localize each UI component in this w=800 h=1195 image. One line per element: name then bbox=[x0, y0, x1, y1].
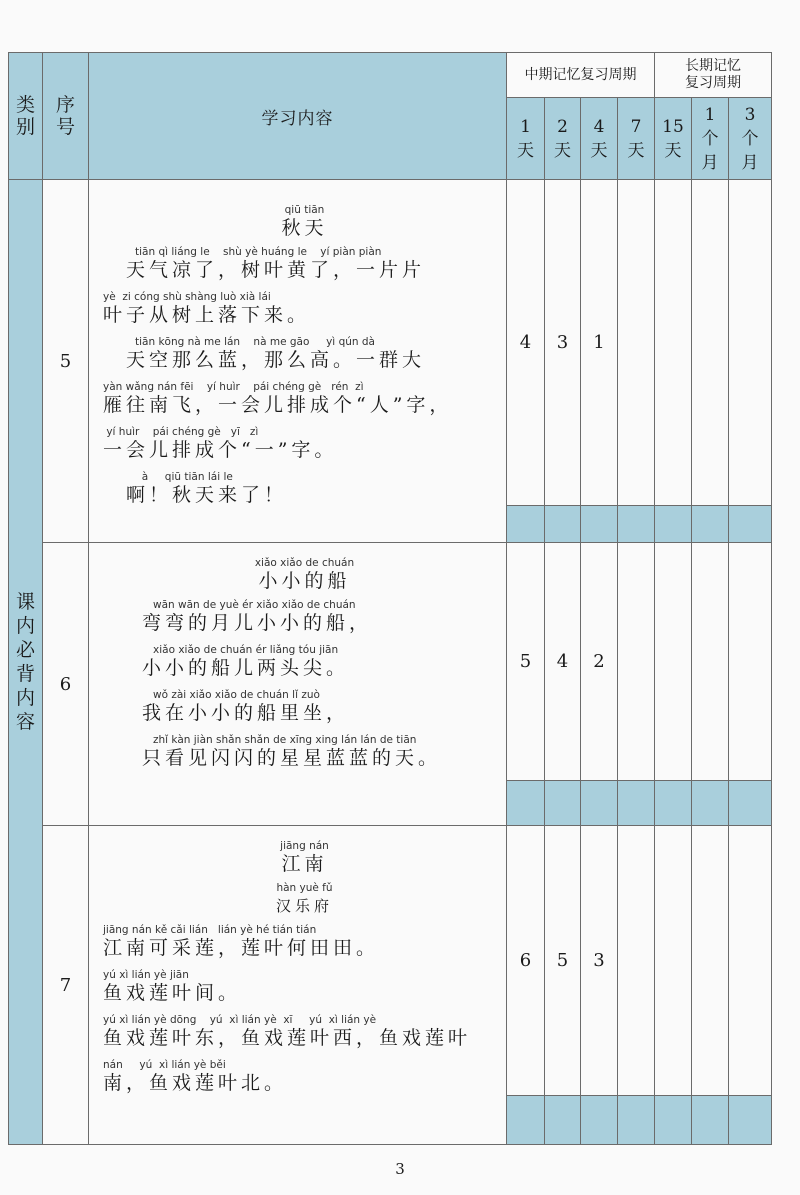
day-7-header: 7 天 bbox=[618, 98, 655, 180]
score-cell bbox=[655, 826, 692, 1096]
month-3-header: 3 个 月 bbox=[729, 98, 772, 180]
category-header: 类 别 bbox=[9, 53, 43, 180]
fill-cell bbox=[655, 506, 692, 543]
fill-cell bbox=[729, 506, 772, 543]
review-schedule-table bbox=[8, 52, 772, 1145]
fill-cell bbox=[581, 781, 618, 826]
score-cell: 5 bbox=[545, 826, 581, 1096]
fill-cell bbox=[545, 781, 581, 826]
fill-cell bbox=[655, 1096, 692, 1145]
score-cell bbox=[618, 543, 655, 781]
day-15-header: 15 天 bbox=[655, 98, 692, 180]
score-cell bbox=[692, 180, 729, 506]
fill-cell bbox=[692, 506, 729, 543]
day-1-header: 1 天 bbox=[507, 98, 545, 180]
poem-title: xiǎo xiǎo de chuán 小小的船 bbox=[254, 557, 355, 592]
poem-content: jiāng nán 江南 hàn yuè fǔ 汉乐府 jiāng nán kě cǎi lián lián yè hé tián tián 江南可采莲，莲叶何田田。 yú xì lián yè jiān 鱼戏莲叶间。 yú xì lián yè dōng yú xì lián yè xī yú xì lián yè 鱼戏莲叶东，鱼戏莲叶西，鱼戏莲叶 nán yú xì lián yè běi 南，鱼戏莲叶北。 bbox=[89, 826, 507, 1145]
page-number: 3 bbox=[395, 1160, 405, 1178]
fill-cell bbox=[729, 1096, 772, 1145]
fill-cell bbox=[692, 781, 729, 826]
fill-cell bbox=[581, 506, 618, 543]
score-cell bbox=[692, 826, 729, 1096]
fill-cell bbox=[729, 781, 772, 826]
score-cell: 6 bbox=[507, 826, 545, 1096]
score-cell: 3 bbox=[545, 180, 581, 506]
day-4-header: 4 天 bbox=[581, 98, 618, 180]
fill-cell bbox=[618, 1096, 655, 1145]
fill-cell bbox=[618, 781, 655, 826]
score-cell bbox=[655, 543, 692, 781]
seq-header: 序 号 bbox=[43, 53, 89, 180]
poem-title: qiū tiān 秋天 bbox=[281, 204, 328, 239]
score-cell bbox=[729, 826, 772, 1096]
poem-content: qiū tiān 秋天 tiān qì liáng le shù yè huáng le yí piàn piàn 天气凉了，树叶黄了，一片片 yè zi cóng shù shàng luò xià lái 叶子从树上落下来。 tiān kōng nà me lán nà me gāo yì qún dà 天空那么蓝，那么高。一群大 yàn wǎng nán fēi yí huìr pái chéng gè rén zì 雁往南飞，一会儿排成个“人”字， yí huìr pái chéng gè yī zì 一会儿排成个“一”字。 à qiū tiān lái le 啊！秋天来了！ bbox=[89, 180, 507, 543]
fill-cell bbox=[692, 1096, 729, 1145]
fill-cell bbox=[507, 506, 545, 543]
long-cycle-header: 长期记忆 复习周期 bbox=[655, 53, 772, 98]
month-1-header: 1 个 月 bbox=[692, 98, 729, 180]
score-cell bbox=[692, 543, 729, 781]
score-cell: 2 bbox=[581, 543, 618, 781]
poem-title: jiāng nán 江南 bbox=[280, 840, 329, 875]
fill-cell bbox=[618, 506, 655, 543]
seq-cell: 7 bbox=[43, 826, 89, 1145]
review-table-sheet bbox=[8, 52, 771, 1138]
content-header: 学习内容 bbox=[89, 53, 507, 180]
mid-cycle-header: 中期记忆复习周期 bbox=[507, 53, 655, 98]
score-cell: 3 bbox=[581, 826, 618, 1096]
score-cell bbox=[655, 180, 692, 506]
seq-cell: 5 bbox=[43, 180, 89, 543]
fill-cell bbox=[581, 1096, 618, 1145]
score-cell bbox=[618, 826, 655, 1096]
fill-cell bbox=[507, 1096, 545, 1145]
score-cell: 1 bbox=[581, 180, 618, 506]
score-cell bbox=[729, 180, 772, 506]
score-cell: 4 bbox=[545, 543, 581, 781]
category-cell: 课 内 必 背 内 容 bbox=[9, 180, 43, 1145]
seq-cell: 6 bbox=[43, 543, 89, 826]
fill-cell bbox=[545, 1096, 581, 1145]
fill-cell bbox=[655, 781, 692, 826]
fill-cell bbox=[507, 781, 545, 826]
score-cell: 4 bbox=[507, 180, 545, 506]
poem-content: xiǎo xiǎo de chuán 小小的船 wān wān de yuè ér xiǎo xiǎo de chuán 弯弯的月儿小小的船， xiǎo xiǎo de chuán ér liǎng tóu jiān 小小的船儿两头尖。 wǒ zài xiǎo xiǎo de chuán lǐ zuò 我在小小的船里坐， zhǐ kàn jiàn shǎn shǎn de xīng xing lán lán de tiān 只看见闪闪的星星蓝蓝的天。 bbox=[89, 543, 507, 826]
fill-cell bbox=[545, 506, 581, 543]
score-cell bbox=[729, 543, 772, 781]
poem-author: hàn yuè fǔ 汉乐府 bbox=[275, 882, 333, 915]
score-cell bbox=[618, 180, 655, 506]
day-2-header: 2 天 bbox=[545, 98, 581, 180]
score-cell: 5 bbox=[507, 543, 545, 781]
